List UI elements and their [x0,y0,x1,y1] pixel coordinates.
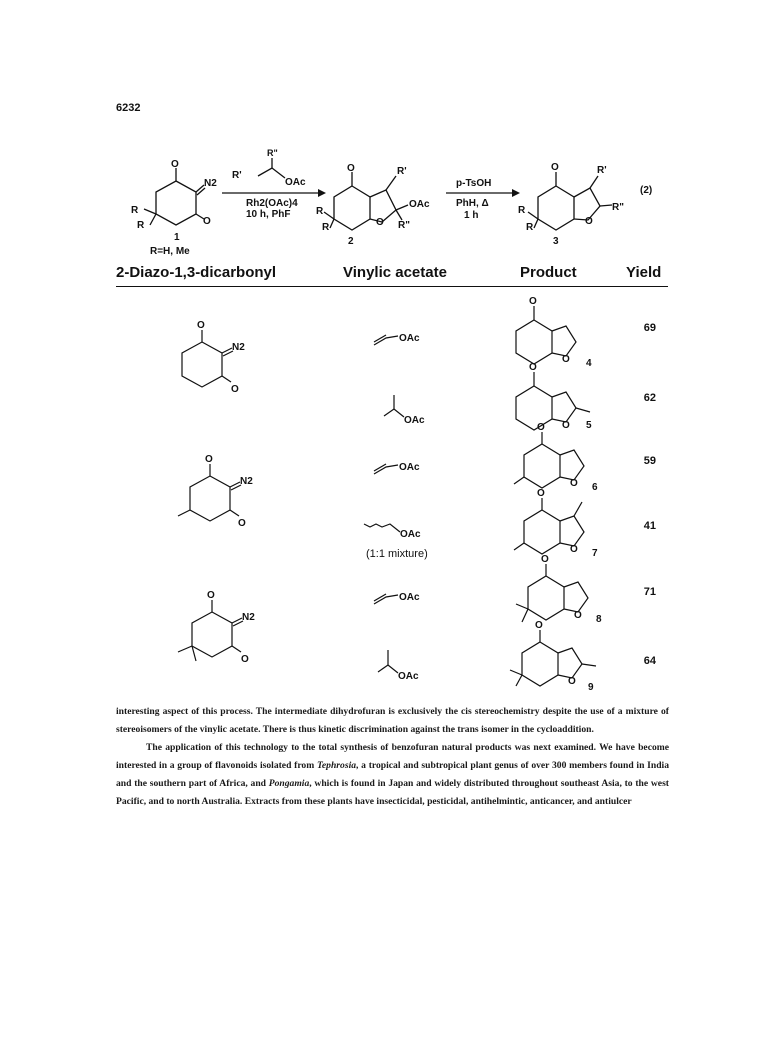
compound3-label: 3 [553,236,559,247]
svg-text:O: O [241,654,249,665]
svg-text:R: R [322,222,330,233]
vinyl-acetate-6 [378,665,398,673]
svg-text:O: O [537,488,545,499]
vinyl-acetate-4 [364,524,400,532]
header-diazo: 2-Diazo-1,3-dicarbonyl [116,264,277,281]
paragraph-2: The application of this technology to the total synthesis of benzofuran natural products was next examined. We have become interested in a group of flavonoids isolated from Tephrosia, a tropical and subtropical plant genus of over 300 members found in India and the southern part of Africa, and Pongamia, which is found in Japan and widely distributed throughout southeast Asia, to the west Pacific, and to north Australia. Extracts from these plants have insecticidal, pesticidal, antihelmintic, anticancer, and antiulcer [116,742,669,807]
svg-text:O: O [562,420,570,431]
compound1-subtitle: R=H, Me [150,246,190,257]
svg-text:O: O [529,362,537,373]
header-vinylic-acetate: Vinylic acetate [343,264,447,281]
svg-text:R: R [526,222,534,233]
svg-text:OAc: OAc [399,462,420,473]
svg-text:4: 4 [586,358,592,369]
yield-8: 71 [643,586,656,598]
svg-text:R": R" [398,220,410,231]
yield-9: 64 [643,655,656,667]
header-product: Product [520,264,577,281]
yield-4: 69 [643,322,656,334]
product-9 [510,630,596,686]
table-structures [0,290,768,690]
svg-text:O: O [535,620,543,631]
scheme-o1: O [171,159,179,170]
conditions1-line1: Rh2(OAc)4 [246,198,298,209]
yield-5: 62 [643,392,656,404]
svg-text:O: O [537,422,545,433]
conditions2-line3: 1 h [464,210,479,221]
diazo-structure-c [192,612,232,657]
svg-text:R: R [518,205,526,216]
svg-text:N2: N2 [240,476,253,487]
svg-text:N2: N2 [242,612,255,623]
svg-text:6: 6 [592,482,598,493]
svg-text:O: O [568,676,576,687]
scheme-n2: N2 [204,178,217,189]
svg-text:R': R' [397,166,407,177]
reagent-r2: R" [267,148,278,158]
body-text [116,703,669,811]
header-rule [116,286,668,287]
svg-text:8: 8 [596,614,602,625]
svg-text:R: R [131,205,139,216]
compound1-ring [156,181,196,225]
svg-text:N2: N2 [232,342,245,353]
yield-6: 59 [643,455,656,467]
svg-text:R': R' [597,165,607,176]
conditions1-line2: 10 h, PhF [246,209,291,220]
svg-text:O: O [585,216,593,227]
svg-text:O: O [207,590,215,601]
vinyl-acetate-2 [384,409,404,417]
product-5 [516,372,590,430]
header-yield: Yield [626,264,662,281]
svg-text:O: O [541,554,549,565]
paragraph-1: interesting aspect of this process. The intermediate dihydrofuran is exclusively the cis stereochemistry despite the use of a mixture of stereoisomers of the vinylic acetate. There is thus kinetic discrimination against the trans isomer in the cycloaddition. [116,706,669,735]
svg-text:O: O [231,384,239,395]
svg-text:OAc: OAc [404,415,425,426]
svg-text:OAc: OAc [398,671,419,682]
svg-text:O: O [238,518,246,529]
conditions2-line1: p-TsOH [456,178,492,189]
compound3-ring [538,186,574,230]
diazo-structure-b [190,476,230,521]
svg-text:O: O [562,354,570,365]
svg-text:O: O [197,320,205,331]
svg-text:O: O [347,163,355,174]
svg-text:7: 7 [592,548,598,559]
svg-text:O: O [205,454,213,465]
compound1-label: 1 [174,232,180,243]
reaction-scheme [0,0,768,262]
reagent-r1: R' [232,170,242,181]
page-number: 6232 [116,102,141,114]
svg-text:OAc: OAc [400,529,421,540]
svg-text:O: O [529,296,537,307]
svg-text:OAc: OAc [399,333,420,344]
svg-text:5: 5 [586,420,592,431]
compound2-label: 2 [348,236,354,247]
svg-text:O: O [570,478,578,489]
svg-text:O: O [376,217,384,228]
svg-text:OAc: OAc [399,592,420,603]
svg-text:R: R [316,206,324,217]
svg-text:O: O [574,610,582,621]
svg-text:O: O [570,544,578,555]
compound2-ring [334,186,370,230]
svg-text:R: R [137,220,145,231]
svg-text:R": R" [612,202,624,213]
svg-text:9: 9 [588,682,594,690]
diazo-structure-a [182,342,222,387]
yield-7: 41 [643,520,656,532]
conditions2-line2: PhH, Δ [456,198,489,209]
mixture-note: (1:1 mixture) [366,548,428,560]
svg-text:O: O [551,162,559,173]
svg-text:OAc: OAc [409,199,430,210]
svg-text:O: O [203,216,211,227]
equation-number: (2) [640,185,653,196]
reagent-oac: OAc [285,177,306,188]
